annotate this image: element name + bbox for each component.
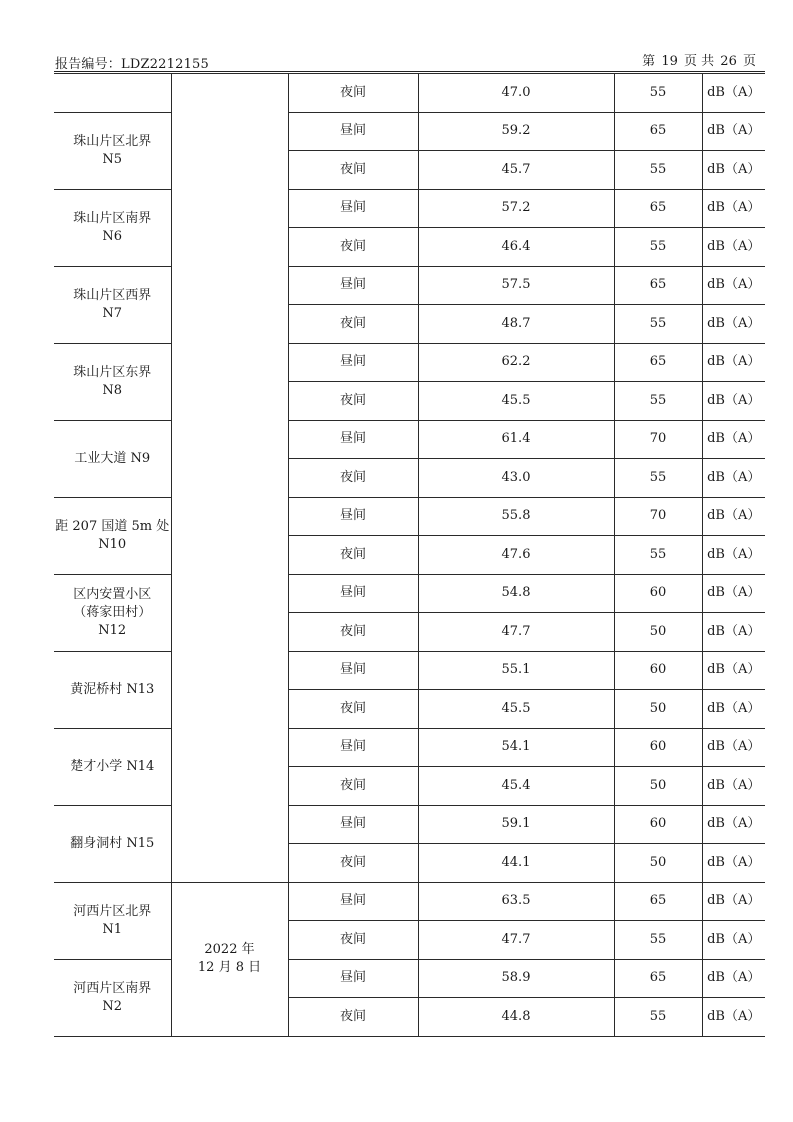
period-cell: 夜间: [288, 767, 418, 806]
limit-value-cell: 65: [614, 343, 702, 382]
unit-cell: dB（A）: [702, 728, 765, 767]
table-row: [54, 882, 765, 921]
site-name-cell: [54, 189, 171, 266]
period-cell: 夜间: [288, 844, 418, 883]
limit-value-cell: 55: [614, 998, 702, 1037]
measured-value-cell: 54.1: [418, 728, 614, 767]
site-name-line: 翻身洞村 N15: [70, 835, 155, 851]
limit-value-cell: 60: [614, 805, 702, 844]
period-cell: 夜间: [288, 74, 418, 113]
limit-value-cell: 55: [614, 921, 702, 960]
unit-cell: dB（A）: [702, 921, 765, 960]
measured-value-cell: 45.5: [418, 382, 614, 421]
measured-value-cell: 59.2: [418, 112, 614, 151]
period-cell: 昼间: [288, 728, 418, 767]
limit-value-cell: 55: [614, 382, 702, 421]
page-number: [641, 50, 757, 69]
unit-cell: dB（A）: [702, 112, 765, 151]
table-row: [54, 497, 765, 536]
unit-cell: dB（A）: [702, 805, 765, 844]
unit-cell: dB（A）: [702, 998, 765, 1037]
measured-value-cell: 55.8: [418, 497, 614, 536]
limit-value-cell: 65: [614, 882, 702, 921]
unit-cell: dB（A）: [702, 959, 765, 998]
measured-value-cell: 59.1: [418, 805, 614, 844]
limit-value-cell: 55: [614, 305, 702, 344]
unit-cell: dB（A）: [702, 574, 765, 613]
date-cell: [171, 882, 288, 1036]
site-cell-continued: [54, 74, 171, 113]
period-cell: 昼间: [288, 882, 418, 921]
unit-cell: dB（A）: [702, 266, 765, 305]
table-row: [54, 112, 765, 151]
period-cell: 夜间: [288, 690, 418, 729]
period-cell: 夜间: [288, 305, 418, 344]
limit-value-cell: 50: [614, 690, 702, 729]
site-name-cell: [54, 574, 171, 651]
table-row: [54, 343, 765, 382]
period-cell: 夜间: [288, 459, 418, 498]
period-cell: 昼间: [288, 497, 418, 536]
limit-value-cell: 65: [614, 266, 702, 305]
table-row: [54, 266, 765, 305]
page-total: 26: [720, 54, 737, 69]
site-name-line: 黄泥桥村 N13: [70, 681, 155, 697]
measured-value-cell: 45.4: [418, 767, 614, 806]
limit-value-cell: 55: [614, 459, 702, 498]
limit-value-cell: 55: [614, 228, 702, 267]
period-cell: 昼间: [288, 574, 418, 613]
unit-cell: dB（A）: [702, 420, 765, 459]
site-name-cell: [54, 266, 171, 343]
table-row: [54, 189, 765, 228]
site-name-line: 区内安置小区: [73, 586, 152, 602]
unit-cell: dB（A）: [702, 189, 765, 228]
measured-value-cell: 47.7: [418, 613, 614, 652]
unit-cell: dB（A）: [702, 228, 765, 267]
limit-value-cell: 60: [614, 574, 702, 613]
site-name-line: N1: [102, 921, 123, 937]
limit-value-cell: 50: [614, 844, 702, 883]
period-cell: 夜间: [288, 382, 418, 421]
measured-value-cell: 47.0: [418, 74, 614, 113]
period-cell: 昼间: [288, 266, 418, 305]
page-suffix: 页: [742, 54, 756, 69]
site-name-cell: [54, 959, 171, 1036]
site-name-line: 工业大道 N9: [74, 450, 151, 466]
site-name-cell: [54, 651, 171, 728]
period-cell: 昼间: [288, 112, 418, 151]
page-mid: 页 共: [684, 54, 715, 69]
measured-value-cell: 58.9: [418, 959, 614, 998]
page-current: 19: [661, 54, 678, 69]
site-name-line: N10: [98, 536, 127, 552]
site-name-line: N8: [102, 382, 123, 398]
limit-value-cell: 65: [614, 189, 702, 228]
limit-value-cell: 55: [614, 74, 702, 113]
unit-cell: dB（A）: [702, 882, 765, 921]
site-name-line: 珠山片区西界: [73, 287, 152, 303]
period-cell: 夜间: [288, 613, 418, 652]
period-cell: 夜间: [288, 998, 418, 1037]
period-cell: 昼间: [288, 189, 418, 228]
date-line: 2022 年: [204, 942, 255, 957]
unit-cell: dB（A）: [702, 613, 765, 652]
limit-value-cell: 50: [614, 613, 702, 652]
site-name-cell: [54, 805, 171, 882]
table-row: [54, 574, 765, 613]
limit-value-cell: 65: [614, 959, 702, 998]
unit-cell: dB（A）: [702, 382, 765, 421]
site-name-cell: [54, 882, 171, 959]
date-line: 12 月 8 日: [197, 960, 262, 975]
measured-value-cell: 47.6: [418, 536, 614, 575]
period-cell: 夜间: [288, 536, 418, 575]
unit-cell: dB（A）: [702, 651, 765, 690]
site-name-line: N6: [102, 228, 123, 244]
site-name-line: 河西片区南界: [73, 980, 152, 996]
period-cell: 夜间: [288, 151, 418, 190]
measured-value-cell: 45.7: [418, 151, 614, 190]
period-cell: 昼间: [288, 343, 418, 382]
table-row: [54, 651, 765, 690]
period-cell: 昼间: [288, 805, 418, 844]
site-name-line: 珠山片区北界: [73, 133, 152, 149]
site-name-line: （蒋家田村）: [73, 604, 152, 620]
report-number: 报告编号：LDZ2212155: [55, 57, 209, 72]
table-row: [54, 959, 765, 998]
site-name-line: 距 207 国道 5m 处: [55, 518, 170, 534]
measured-value-cell: 61.4: [418, 420, 614, 459]
measured-value-cell: 47.7: [418, 921, 614, 960]
unit-cell: dB（A）: [702, 536, 765, 575]
site-name-line: N2: [102, 998, 123, 1014]
measured-value-cell: 43.0: [418, 459, 614, 498]
measured-value-cell: 45.5: [418, 690, 614, 729]
measured-value-cell: 57.2: [418, 189, 614, 228]
unit-cell: dB（A）: [702, 690, 765, 729]
site-name-cell: [54, 728, 171, 805]
measured-value-cell: 55.1: [418, 651, 614, 690]
limit-value-cell: 55: [614, 536, 702, 575]
unit-cell: dB（A）: [702, 844, 765, 883]
site-name-line: 珠山片区东界: [73, 364, 152, 380]
header-rule: [54, 71, 765, 72]
site-name-cell: [54, 497, 171, 574]
limit-value-cell: 50: [614, 767, 702, 806]
limit-value-cell: 70: [614, 420, 702, 459]
measured-value-cell: 48.7: [418, 305, 614, 344]
limit-value-cell: 60: [614, 728, 702, 767]
noise-results-table: [54, 73, 765, 1037]
unit-cell: dB（A）: [702, 459, 765, 498]
period-cell: 夜间: [288, 921, 418, 960]
period-cell: 昼间: [288, 959, 418, 998]
table-row: [54, 420, 765, 459]
measured-value-cell: 63.5: [418, 882, 614, 921]
site-name-line: N7: [102, 305, 123, 321]
table-row: [54, 728, 765, 767]
unit-cell: dB（A）: [702, 343, 765, 382]
period-cell: 夜间: [288, 228, 418, 267]
site-name-cell: [54, 112, 171, 189]
site-name-cell: [54, 343, 171, 420]
measured-value-cell: 44.1: [418, 844, 614, 883]
unit-cell: dB（A）: [702, 767, 765, 806]
date-cell: [171, 74, 288, 883]
unit-cell: dB（A）: [702, 305, 765, 344]
limit-value-cell: 60: [614, 651, 702, 690]
measured-value-cell: 46.4: [418, 228, 614, 267]
site-name-line: N12: [98, 622, 127, 638]
period-cell: 昼间: [288, 651, 418, 690]
site-name-line: 河西片区北界: [73, 903, 152, 919]
measured-value-cell: 57.5: [418, 266, 614, 305]
limit-value-cell: 55: [614, 151, 702, 190]
unit-cell: dB（A）: [702, 151, 765, 190]
table-row: [54, 74, 765, 113]
site-name-cell: [54, 420, 171, 497]
measured-value-cell: 54.8: [418, 574, 614, 613]
measured-value-cell: 44.8: [418, 998, 614, 1037]
limit-value-cell: 70: [614, 497, 702, 536]
unit-cell: dB（A）: [702, 497, 765, 536]
period-cell: 昼间: [288, 420, 418, 459]
table-row: [54, 805, 765, 844]
site-name-line: N5: [102, 151, 123, 167]
measured-value-cell: 62.2: [418, 343, 614, 382]
limit-value-cell: 65: [614, 112, 702, 151]
site-name-line: 珠山片区南界: [73, 210, 152, 226]
page-prefix: 第: [642, 54, 656, 69]
unit-cell: dB（A）: [702, 74, 765, 113]
site-name-line: 楚才小学 N14: [70, 758, 155, 774]
